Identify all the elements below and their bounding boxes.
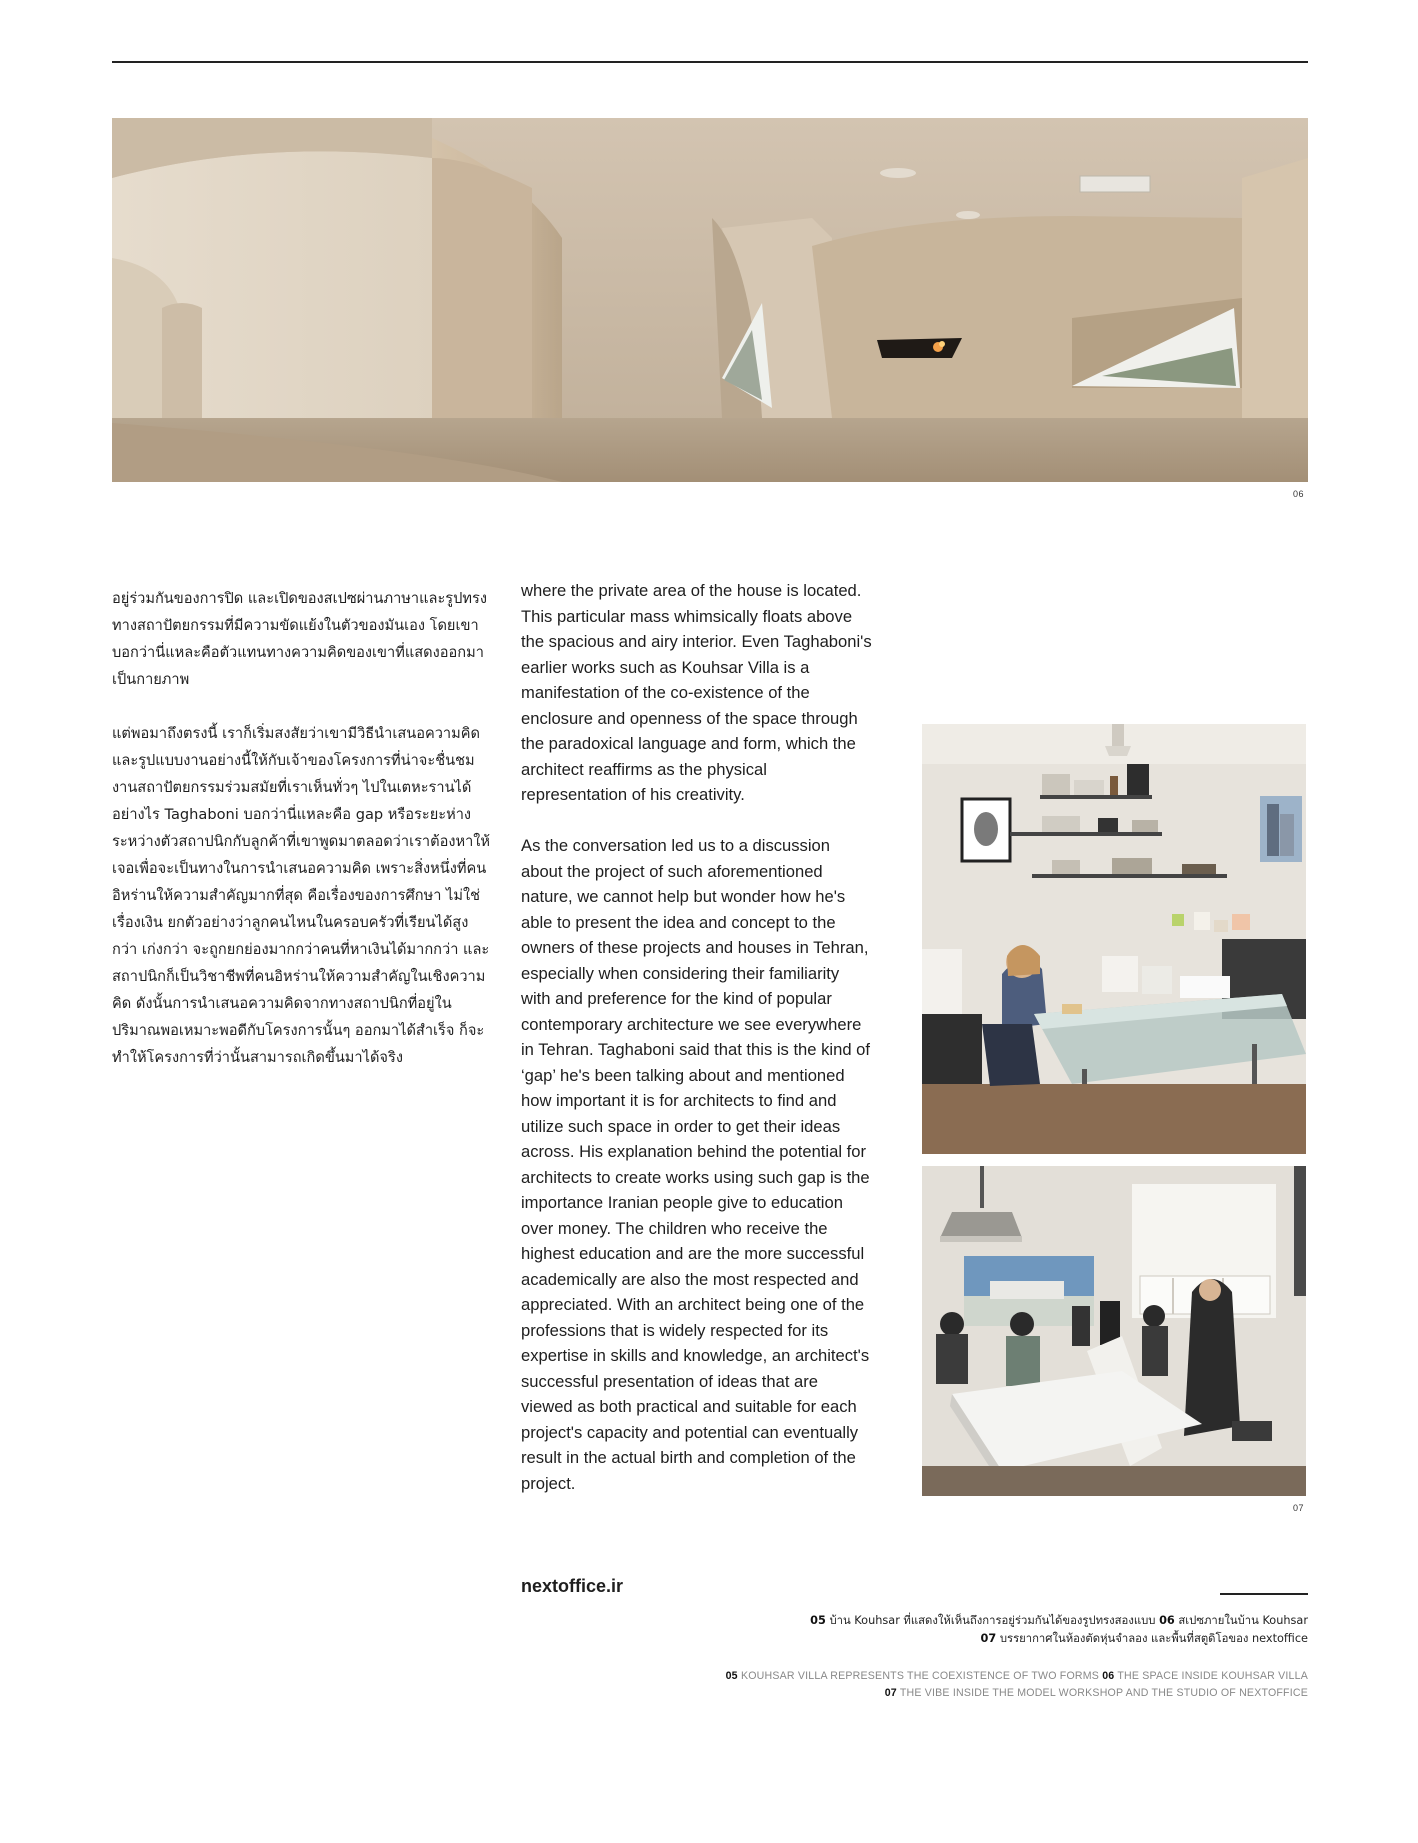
caption-text: บ้าน Kouhsar ที่แสดงให้เห็นถึงการอยู่ร่วมกันได้ของรูปทรงสองแบบ (829, 1614, 1156, 1627)
caption-text: บรรยากาศในห้องตัดหุ่นจำลอง และพื้นที่สตูดิโอของ nextoffice (999, 1632, 1308, 1645)
english-text-column (521, 578, 873, 1522)
caption-number: 05 (725, 1670, 738, 1682)
caption-number: 06 (1102, 1670, 1115, 1682)
thai-paragraph: แต่พอมาถึงตรงนี้ เราก็เริ่มสงสัยว่าเขามีวิธีนำเสนอความคิดและรูปแบบงานอย่างนี้ให้กับเจ้าของโครงการที่น่าจะชื่นชมงานสถาปัตยกรรมร่วมสมัยที่เราเห็นทั่วๆ ไปในเตหะรานได้อย่างไร Taghaboni บอกว่านี่แหละคือ gap หรือระยะห่างระหว่างตัวสถาปนิกกับลูกค้าที่เขาพูดมาตลอดว่าเราต้องหาให้เจอเพื่อจะเป็นทางในการนำเสนอความคิด เพราะสิ่งหนึ่งที่คนอิหร่านให้ความสำคัญมากที่สุด คือเรื่องของการศึกษา ไม่ใช่เรื่องเงิน ยกตัวอย่างว่าลูกคนไหนในครอบครัวที่เรียนได้สูงกว่า เก่งกว่า จะถูกยกย่องมากกว่าคนที่หาเงินได้มากกว่า และสถาปนิกก็เป็นวิชาชีพที่คนอิหร่านให้ความสำคัญในเชิงความคิด ดังนั้นการนำเสนอความคิดจากทางสถาปนิกที่อยู่ในปริมาณพอเหมาะพอดีกับโครงการนั้นๆ ออกมาได้สำเร็จ ก็จะทำให้โครงการที่ว่านั้นสามารถเกิดขึ้นมาได้จริง (112, 725, 491, 1066)
thai-text-column (112, 585, 492, 1098)
english-caption-line (726, 1685, 1308, 1702)
thai-caption-line (810, 1630, 1308, 1648)
kouhsar-interior-photo (112, 118, 1308, 482)
thai-paragraph: อยู่ร่วมกันของการปิด และเปิดของสเปซผ่านภาษาและรูปทรงทางสถาปัตยกรรมที่มีความขัดแย้งในตัวของมันเอง โดยเขาบอกว่านี่แหละคือตัวแทนทางความคิดของเขาที่แสดงออกมาเป็นกายภาพ (112, 590, 487, 688)
caption-text: KOUHSAR VILLA REPRESENTS THE COEXISTENCE OF TWO FORMS (740, 1670, 1100, 1682)
caption-text: THE VIBE INSIDE THE MODEL WORKSHOP AND THE STUDIO OF NEXTOFFICE (899, 1687, 1308, 1699)
thai-caption-line (810, 1612, 1308, 1630)
figure-number-06: 06 (1293, 489, 1305, 499)
caption-number: 06 (1159, 1614, 1175, 1627)
caption-number: 07 (980, 1632, 997, 1645)
model-workshop-photo (922, 724, 1306, 1154)
caption-number: 05 (810, 1614, 826, 1627)
english-caption-line (726, 1668, 1308, 1685)
figure-number-07: 07 (1293, 1503, 1305, 1513)
thai-captions (810, 1612, 1308, 1648)
english-paragraph: As the conversation led us to a discussion about the project of such aforementioned nature, we cannot help but wonder how he's able to present the idea and concept to the owners of these projects and houses in Tehran, especially when considering their familiarity with and preference for the kind of popular contemporary architecture we see everywhere in Tehran. Taghaboni said that this is the kind of ‘gap’ he's been talking about and mentioned how important it is for architects to find and utilize such space in order to get their ideas across. His explanation behind the potential for architects to create works using such gap is the importance Iranian people give to education over money. The children who receive the highest education and are the more successful academically are also the most respected and appreciated. With an architect being one of the professions that is widely respected for its expertise in skills and knowledge, an architect's successful presentation of ideas that are viewed as both practical and suitable for each project's capacity and potential can eventually result in the actual birth and completion of the project. (521, 836, 871, 1493)
caption-rule (1220, 1593, 1308, 1595)
english-captions (726, 1668, 1308, 1702)
website-link[interactable]: nextoffice.ir (521, 1576, 624, 1596)
studio-photo (922, 1166, 1306, 1496)
caption-text: THE SPACE INSIDE KOUHSAR VILLA (1117, 1670, 1308, 1682)
english-paragraph: where the private area of the house is located. This particular mass whimsically floats above the spacious and airy interior. Even Taghaboni's earlier works such as Kouhsar Villa is a manifestation of the co-existence of the enclosure and openness of the space through the paradoxical language and form, which the architect reaffirms as the physical representation of his creativity. (521, 581, 872, 804)
caption-text: สเปซภายในบ้าน Kouhsar (1178, 1614, 1308, 1627)
top-rule (112, 61, 1308, 63)
caption-number: 07 (884, 1687, 897, 1699)
